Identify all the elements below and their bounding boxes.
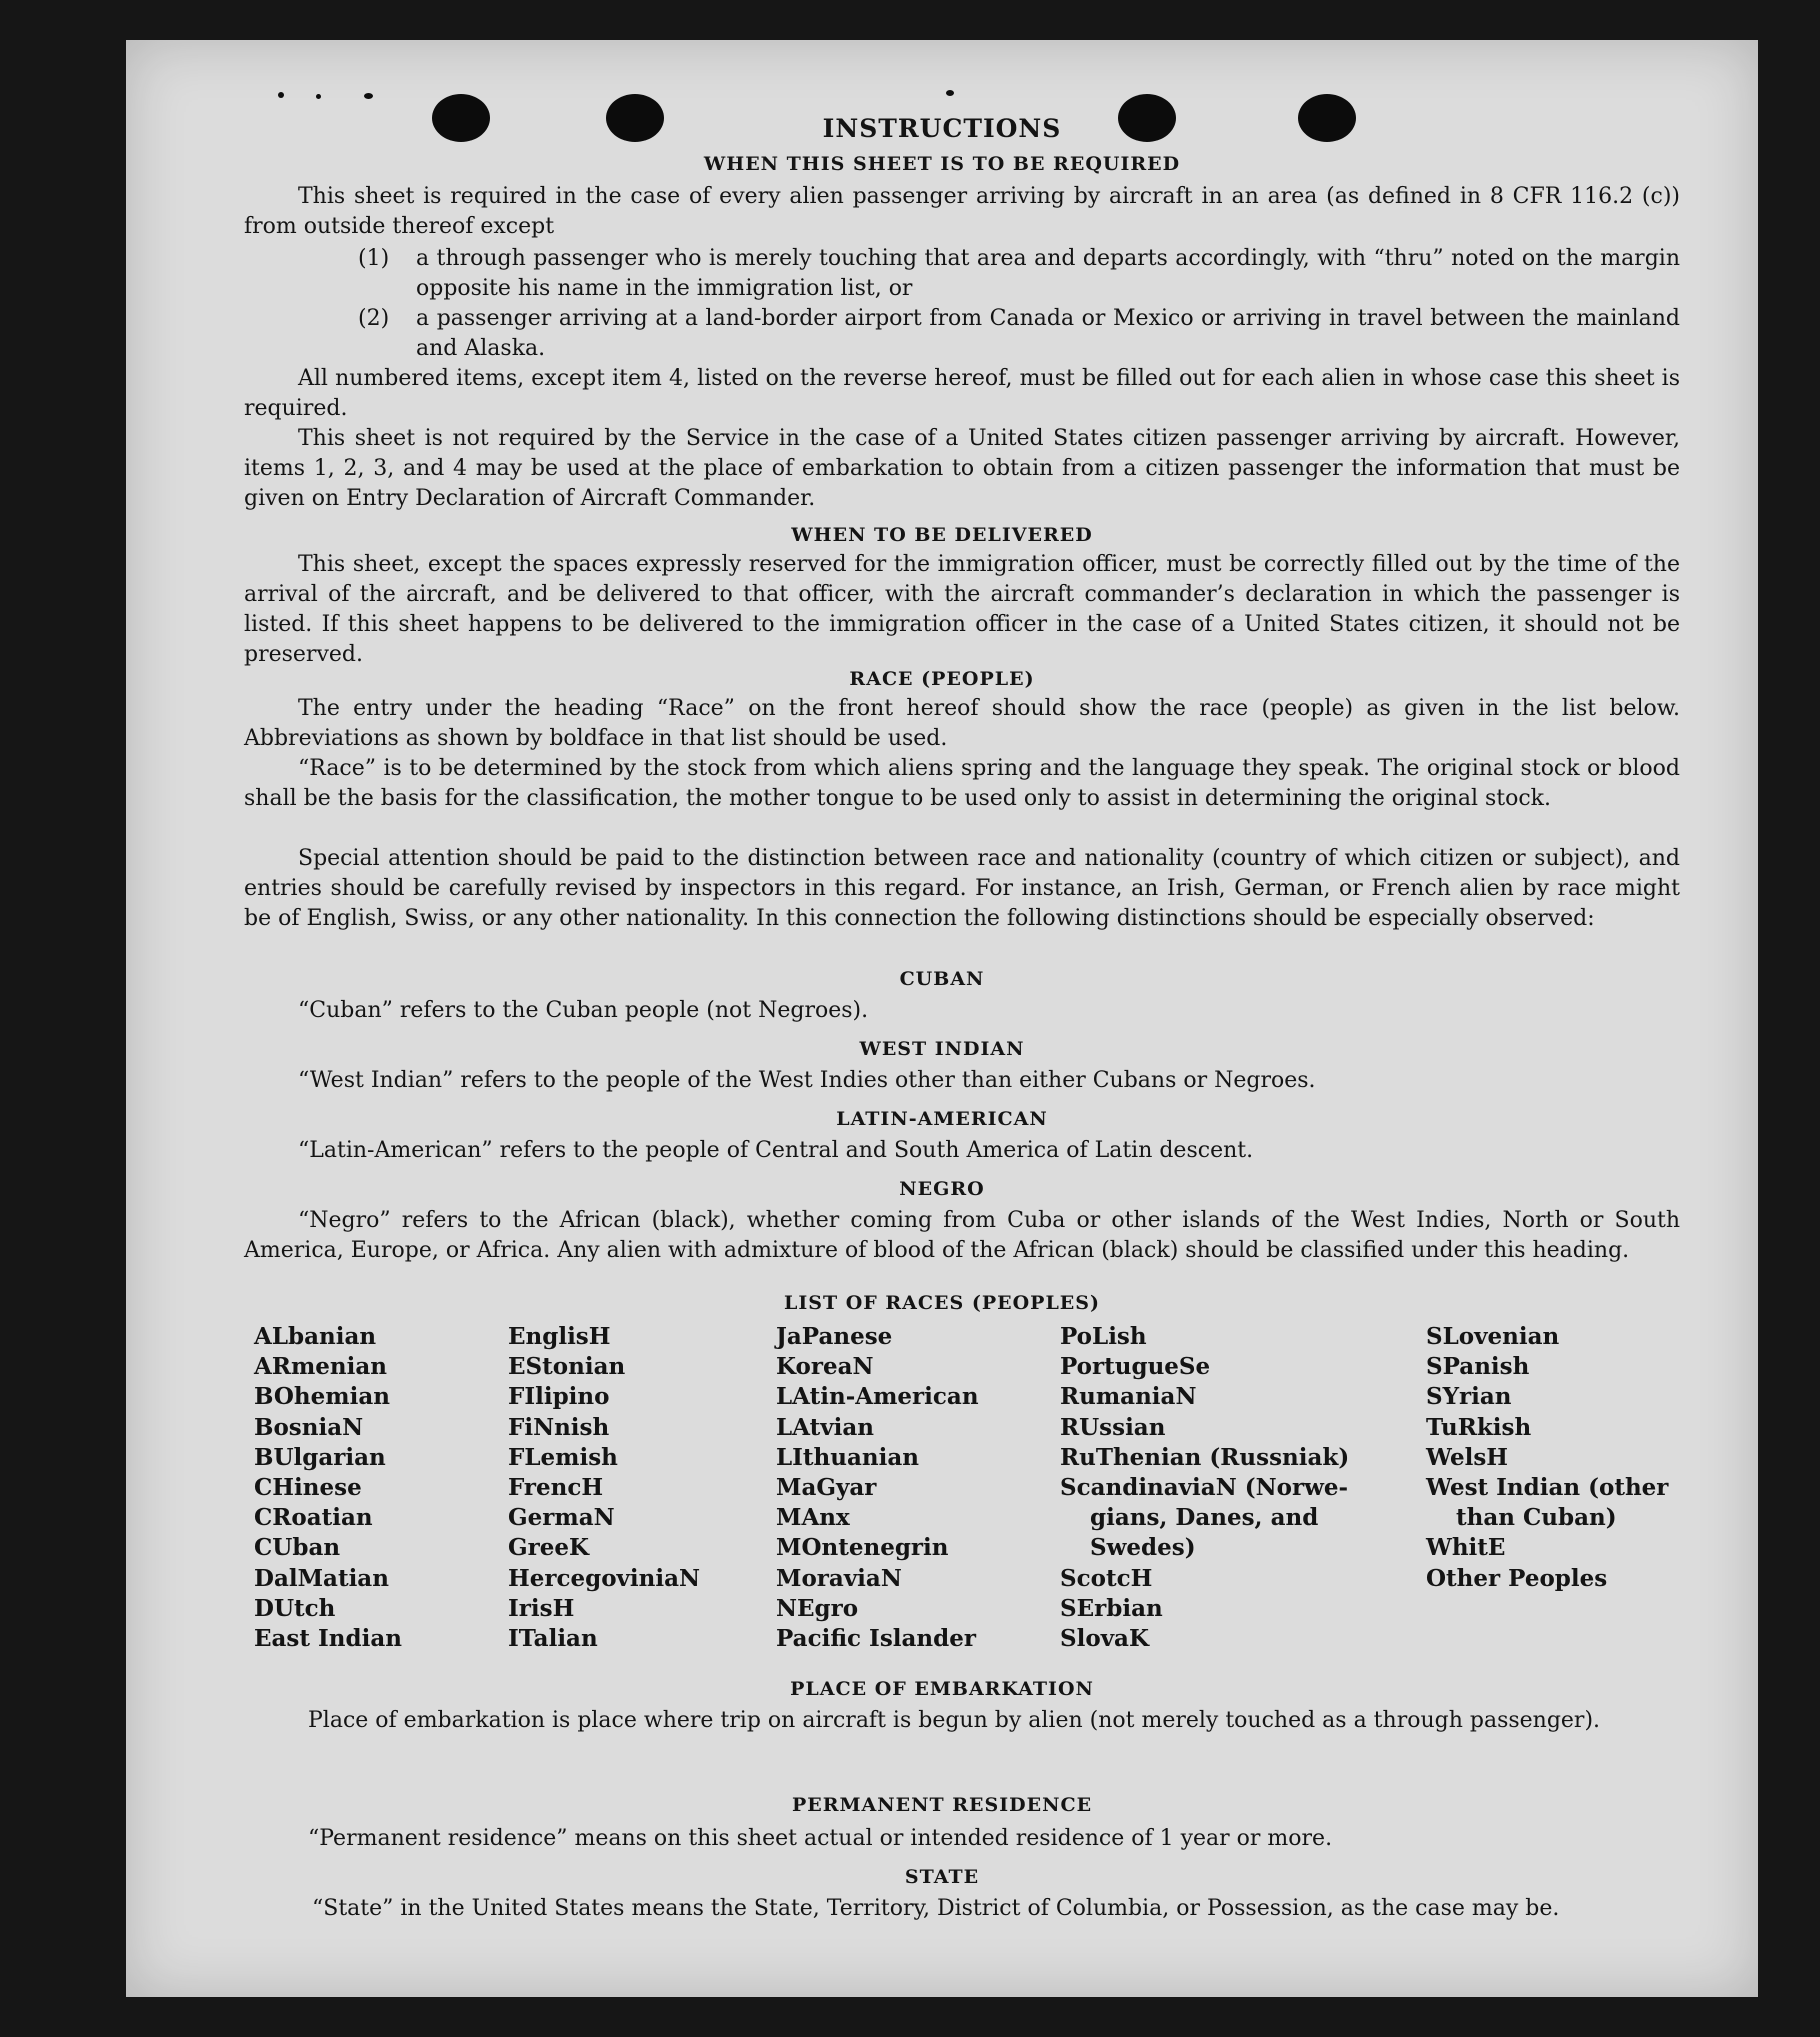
- race-entry: HercegoviniaN: [508, 1564, 701, 1592]
- race-para-3: [244, 844, 1680, 934]
- race-entry: WelsH: [1426, 1443, 1509, 1471]
- race-entry: Pacific Islander: [776, 1625, 976, 1653]
- cuban-text: “Cuban” refers to the Cuban people (not Negroes).: [298, 998, 869, 1023]
- race-entry: MAnx: [776, 1504, 850, 1532]
- race-entry: BosniaN: [254, 1413, 364, 1441]
- section-heading-embarkation: PLACE OF EMBARKATION: [790, 1678, 1094, 1700]
- race-para-1: [244, 694, 1680, 754]
- section-heading-state: STATE: [904, 1866, 980, 1888]
- race-entry: BOhemian: [254, 1383, 390, 1411]
- race-entry: Other Peoples: [1426, 1564, 1608, 1592]
- negro-para: [244, 1206, 1680, 1266]
- section-heading-latin-american: LATIN-AMERICAN: [836, 1108, 1048, 1130]
- race-entry: FiNnish: [508, 1413, 610, 1441]
- negro-text: “Negro” refers to the African (black), whether coming from Cuba or other islands of the West Indies, North or South America, Europe, or Africa. Any alien with admixture of blood of the African (black) should be classified under this heading.: [244, 1208, 1680, 1263]
- section-heading-west-indian: WEST INDIAN: [859, 1038, 1025, 1060]
- race-para-2-text: “Race” is to be determined by the stock from which aliens spring and the language they speak. The original stock or blood shall be the basis for the classification, the mother tongue to be used only to assist in determining the original stock.: [244, 756, 1680, 811]
- delivered-para: [244, 550, 1680, 670]
- race-entry: DalMatian: [254, 1564, 389, 1592]
- race-entry: SYrian: [1426, 1383, 1512, 1411]
- race-column-3: [776, 1322, 979, 1654]
- race-entry: BUlgarian: [254, 1443, 386, 1471]
- state-text: “State” in the United States means the State, Territory, District of Columbia, or Possession, as the case may be.: [312, 1896, 1560, 1921]
- section-heading-list-of-races: LIST OF RACES (PEOPLES): [784, 1292, 1100, 1314]
- race-entry: Swedes): [1090, 1534, 1196, 1562]
- race-entry: West Indian (other: [1426, 1474, 1669, 1502]
- race-entry: LAtin-American: [776, 1383, 979, 1411]
- embarkation-para: [254, 1706, 1684, 1736]
- required-intro-text: This sheet is required in the case of every alien passenger arriving by aircraft in an area (as defined in 8 CFR 116.2 (c)) from outside thereof except: [244, 184, 1680, 239]
- latin-american-text: “Latin-American” refers to the people of Central and South America of Latin descent.: [298, 1138, 1254, 1163]
- race-entry: ARmenian: [254, 1353, 388, 1381]
- race-entry: EStonian: [508, 1353, 626, 1381]
- item-text: a through passenger who is merely touching that area and departs accordingly, with “thru” noted on the margin opposite his name in the immigration list, or: [416, 246, 1680, 301]
- race-entry: TuRkish: [1426, 1413, 1532, 1441]
- item-number: (2): [358, 306, 390, 331]
- race-entry: MaGyar: [776, 1474, 877, 1502]
- race-entry: PortugueSe: [1060, 1353, 1211, 1381]
- section-heading-cuban: CUBAN: [899, 968, 985, 990]
- race-entry: CRoatian: [254, 1504, 373, 1532]
- ink-speck: [316, 94, 321, 99]
- race-entry: LAtvian: [776, 1413, 874, 1441]
- race-entry: ScotcH: [1060, 1564, 1153, 1592]
- race-entry: RumaniaN: [1060, 1383, 1197, 1411]
- cuban-para: [244, 996, 1680, 1026]
- race-entry: JaPanese: [776, 1323, 893, 1350]
- race-entry: MOntenegrin: [776, 1534, 949, 1562]
- race-entry: than Cuban): [1456, 1504, 1617, 1532]
- race-entry: FIlipino: [508, 1383, 610, 1411]
- ink-speck: [278, 92, 284, 98]
- required-para-2: [244, 364, 1680, 424]
- section-heading-negro: NEGRO: [899, 1178, 985, 1200]
- race-entry: GreeK: [508, 1534, 590, 1562]
- race-entry: FrencH: [508, 1474, 604, 1502]
- race-para-2: [244, 754, 1680, 814]
- west-indian-text: “West Indian” refers to the people of the West Indies other than either Cubans or Negroes.: [298, 1068, 1316, 1093]
- race-entry: LIthuanian: [776, 1443, 919, 1471]
- race-entry: WhitE: [1426, 1534, 1506, 1562]
- ink-speck: [364, 93, 373, 99]
- required-para-3: [244, 424, 1680, 514]
- race-entry: MoraviaN: [776, 1564, 902, 1592]
- item-number: (1): [358, 246, 390, 271]
- exception-item-1: [358, 244, 1680, 304]
- page-title: INSTRUCTIONS: [822, 114, 1062, 143]
- section-heading-residence: PERMANENT RESIDENCE: [791, 1794, 1093, 1816]
- race-column-5: [1426, 1322, 1668, 1594]
- race-entry: NEgro: [776, 1594, 859, 1622]
- ink-speck: [946, 90, 954, 96]
- race-column-1: [254, 1322, 402, 1654]
- race-column-2: [508, 1322, 700, 1654]
- delivered-text: This sheet, except the spaces expressly reserved for the immigration officer, must be correctly filled out by the time of the arrival of the aircraft, and be delivered to that officer, with the aircraft commander’s declaration in which the passenger is listed. If this sheet happens to be delivered to the immigration officer in the case of a United States citizen, it should not be preserved.: [244, 552, 1680, 667]
- race-entry: DUtch: [254, 1594, 336, 1622]
- race-entry: KoreaN: [776, 1353, 874, 1381]
- race-entry: FLemish: [508, 1443, 618, 1471]
- latin-american-para: [244, 1136, 1680, 1166]
- race-entry: East Indian: [254, 1625, 402, 1653]
- section-heading-race: RACE (PEOPLE): [849, 668, 1035, 690]
- race-entry: CHinese: [254, 1474, 362, 1502]
- race-entry: EnglisH: [508, 1323, 611, 1350]
- race-entry: SErbian: [1060, 1594, 1163, 1622]
- required-para-2-text: All numbered items, except item 4, listed on the reverse hereof, must be filled out for each alien in whose case this sheet is required.: [244, 366, 1680, 421]
- race-column-4: [1060, 1322, 1349, 1654]
- race-entry: IrisH: [508, 1594, 575, 1622]
- section-heading-delivered: WHEN TO BE DELIVERED: [791, 524, 1093, 546]
- race-entry: ALbanian: [254, 1323, 377, 1350]
- document-sheet: [126, 40, 1758, 1997]
- embarkation-text: Place of embarkation is place where trip on aircraft is begun by alien (not merely touched as a through passenger).: [308, 1708, 1601, 1733]
- section-heading-required: WHEN THIS SHEET IS TO BE REQUIRED: [703, 153, 1181, 175]
- state-para: [258, 1894, 1684, 1924]
- item-text: a passenger arriving at a land-border airport from Canada or Mexico or arriving in travel between the mainland and Alaska.: [416, 306, 1680, 361]
- race-para-1-text: The entry under the heading “Race” on the front hereof should show the race (people) as given in the list below. Abbreviations as shown by boldface in that list should be used.: [244, 696, 1680, 751]
- residence-text: “Permanent residence” means on this sheet actual or intended residence of 1 year or more.: [308, 1826, 1333, 1851]
- required-para-3-text: This sheet is not required by the Service in the case of a United States citizen passenger arriving by aircraft. However, items 1, 2, 3, and 4 may be used at the place of embarkation to obtain from a citizen passenger the information that must be given on Entry Declaration of Aircraft Commander.: [244, 426, 1680, 511]
- exception-item-2: [358, 304, 1680, 364]
- west-indian-para: [244, 1066, 1680, 1096]
- race-entry: CUban: [254, 1534, 341, 1562]
- race-entry: RUssian: [1060, 1413, 1166, 1441]
- race-entry: SLovenian: [1426, 1323, 1560, 1350]
- race-para-3-text: Special attention should be paid to the distinction between race and nationality (country of which citizen or subject), and entries should be carefully revised by inspectors in this regard. For instance, an Irish, German, or French alien by race might be of English, Swiss, or any other nationality. In this connection the following distinctions should be especially observed:: [244, 846, 1680, 931]
- race-entry: SPanish: [1426, 1353, 1530, 1381]
- race-entry: gians, Danes, and: [1090, 1504, 1319, 1532]
- residence-para: [254, 1824, 1684, 1854]
- required-intro: [244, 182, 1680, 242]
- race-entry: RuThenian (Russniak): [1060, 1443, 1350, 1471]
- race-entry: SlovaK: [1060, 1625, 1149, 1653]
- race-entry: GermaN: [508, 1504, 615, 1532]
- race-entry: PoLish: [1060, 1323, 1147, 1350]
- race-entry: ITalian: [508, 1625, 598, 1653]
- race-entry: ScandinaviaN (Norwe-: [1060, 1474, 1349, 1502]
